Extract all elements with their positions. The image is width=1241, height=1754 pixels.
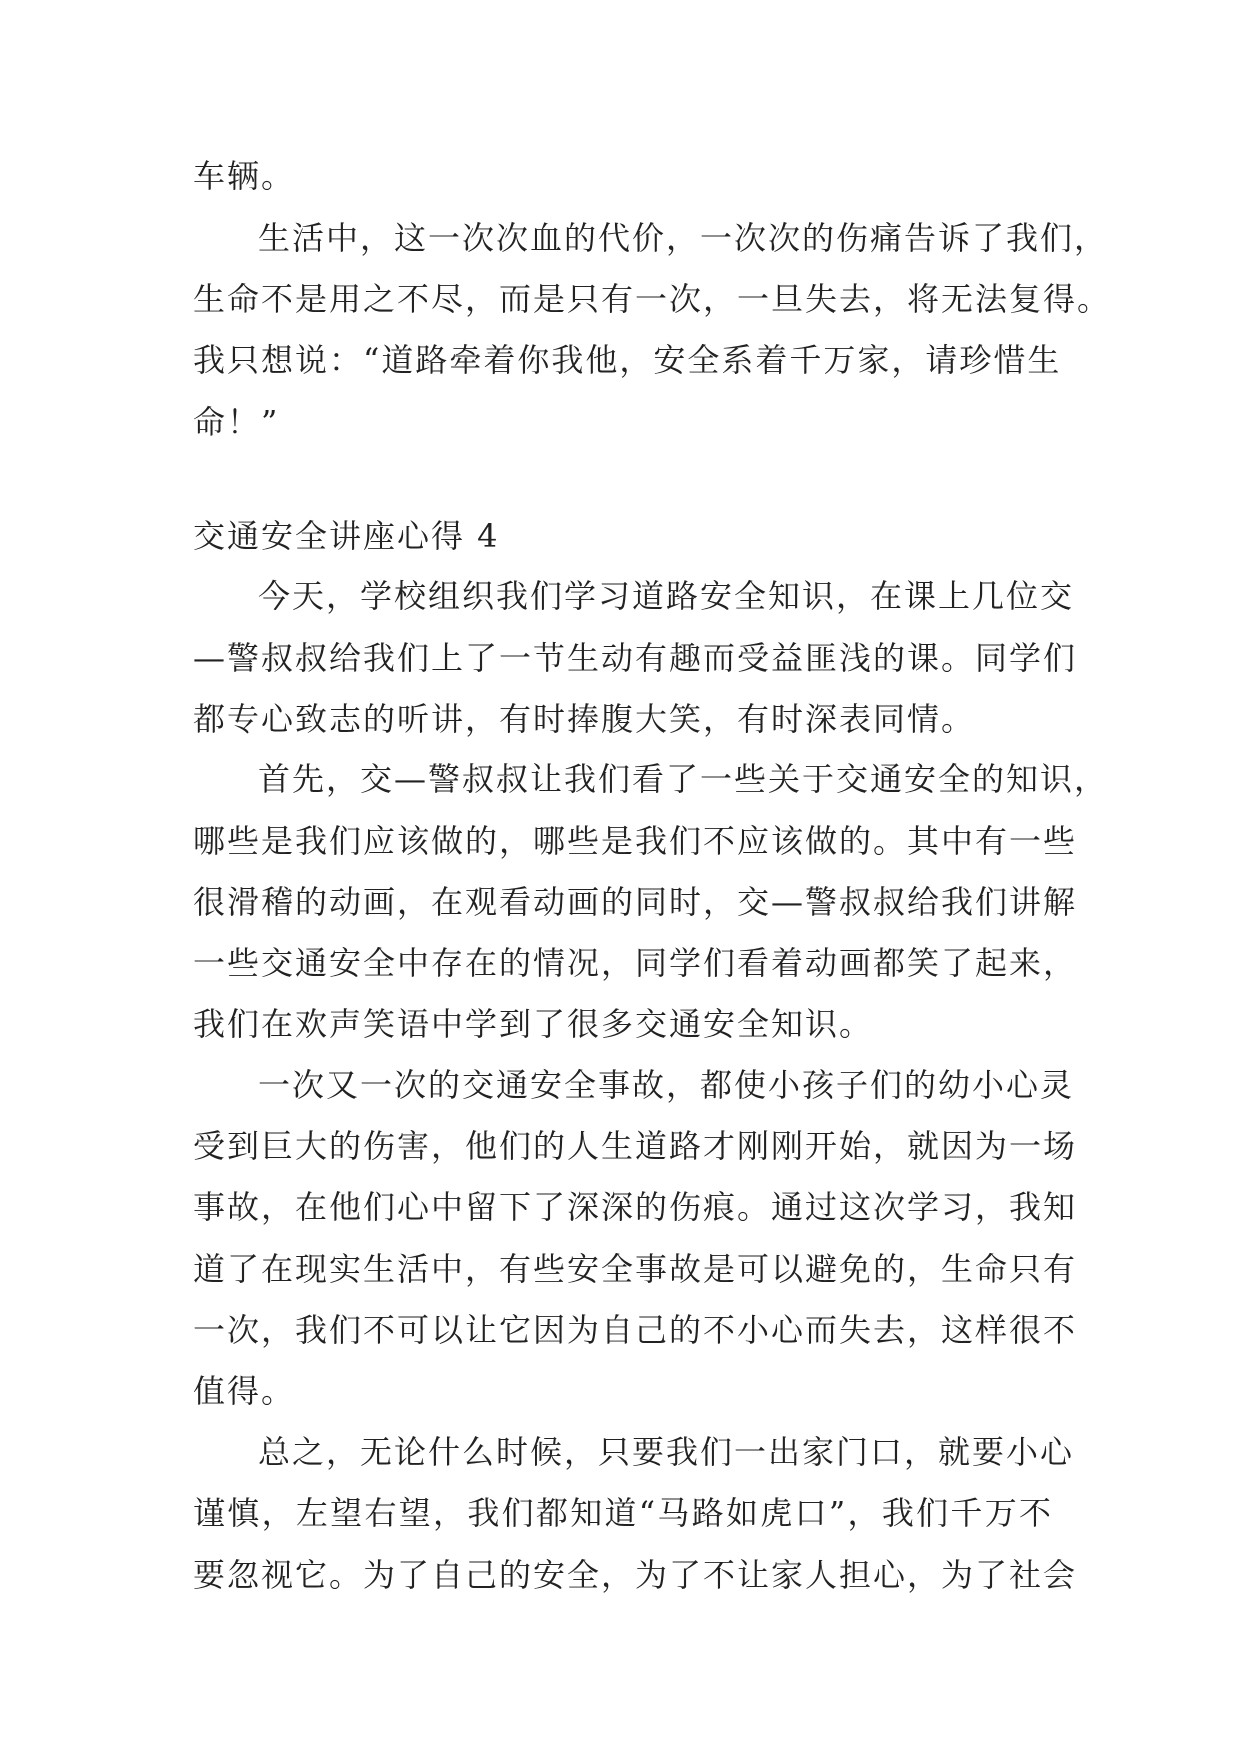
text-line: 车辆。	[193, 157, 296, 195]
text-line: 值得。	[193, 1372, 296, 1410]
text-line: 一次又一次的交通安全事故，都使小孩子们的幼小心灵	[258, 1066, 1075, 1104]
text-line: 今天，学校组织我们学习道路安全知识，在课上几位交	[258, 577, 1075, 615]
text-line: 道了在现实生活中，有些安全事故是可以避免的，生命只有	[193, 1250, 1078, 1288]
section-heading: 交通安全讲座心得 4	[193, 517, 500, 555]
text-line: 我只想说：“道路牵着你我他，安全系着千万家，请珍惜生	[193, 341, 1062, 379]
text-line: 一些交通安全中存在的情况，同学们看着动画都笑了起来，	[193, 944, 1078, 982]
text-line: 很滑稽的动画，在观看动画的同时，交—警叔叔给我们讲解	[193, 883, 1078, 921]
text-line: 我们在欢声笑语中学到了很多交通安全知识。	[193, 1005, 874, 1043]
text-line: 受到巨大的伤害，他们的人生道路才刚刚开始，就因为一场	[193, 1127, 1078, 1165]
text-line: 生命不是用之不尽，而是只有一次，一旦失去，将无法复得。	[193, 280, 1112, 318]
text-line: 事故，在他们心中留下了深深的伤痕。通过这次学习，我知	[193, 1188, 1078, 1226]
text-line: 哪些是我们应该做的，哪些是我们不应该做的。其中有一些	[193, 822, 1078, 860]
text-line: 命！”	[193, 403, 280, 441]
text-line: —警叔叔给我们上了一节生动有趣而受益匪浅的课。同学们	[193, 639, 1078, 677]
text-line: 谨慎，左望右望，我们都知道“马路如虎口”，我们千万不	[193, 1494, 1053, 1532]
text-line: 都专心致志的听讲，有时捧腹大笑，有时深表同情。	[193, 700, 976, 738]
text-line: 首先，交—警叔叔让我们看了一些关于交通安全的知识，	[258, 760, 1109, 798]
text-line: 生活中，这一次次血的代价，一次次的伤痛告诉了我们，	[258, 219, 1109, 257]
text-line: 一次，我们不可以让它因为自己的不小心而失去，这样很不	[193, 1311, 1078, 1349]
text-line: 总之，无论什么时候，只要我们一出家门口，就要小心	[258, 1433, 1075, 1471]
text-line: 要忽视它。为了自己的安全，为了不让家人担心，为了社会	[193, 1556, 1078, 1594]
